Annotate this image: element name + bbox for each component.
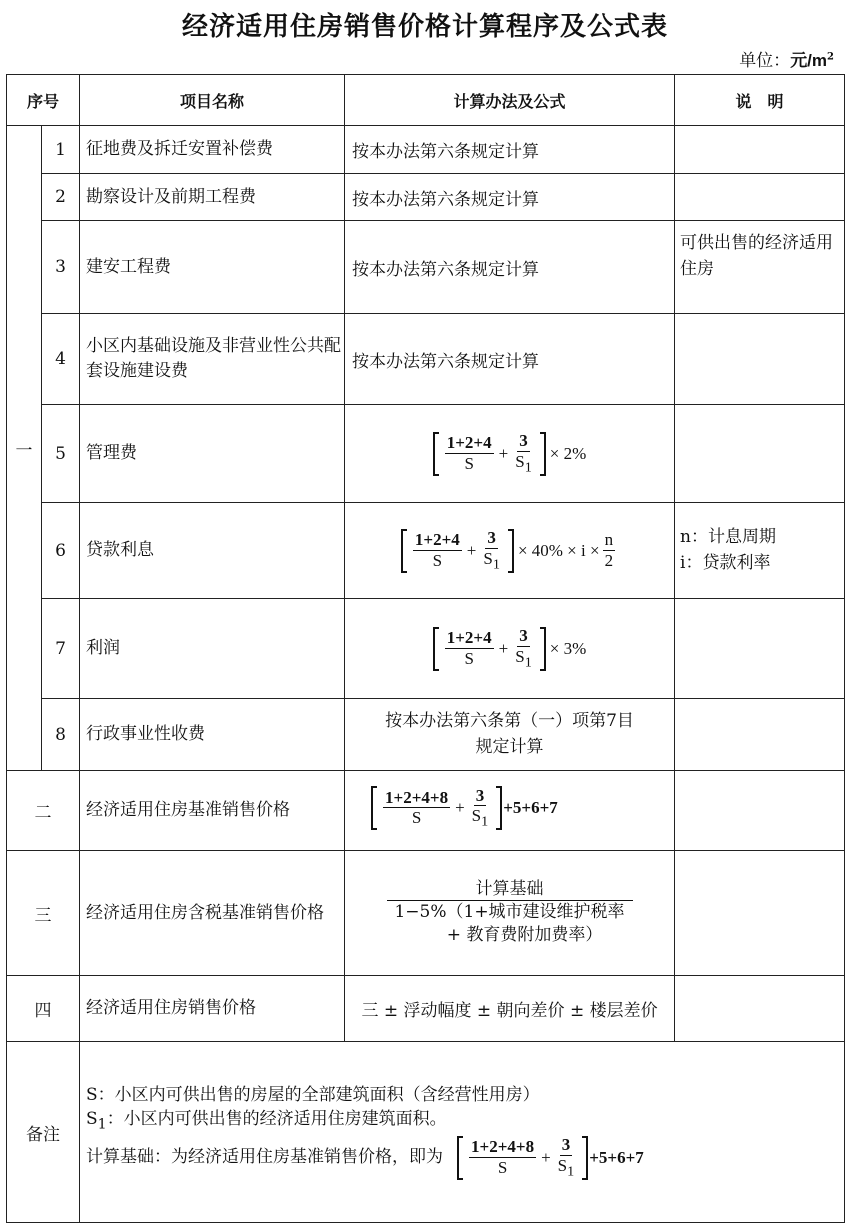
table-row (7, 771, 845, 851)
row-name: 管理费 (80, 405, 345, 503)
page-title: 经济适用住房销售价格计算程序及公式表 (181, 12, 668, 42)
unit-label: 单位：元$/m^2$ (739, 51, 834, 71)
row-no: 8 (42, 699, 80, 771)
row-no: 4 (42, 314, 80, 405)
table-row (7, 976, 845, 1042)
table-row (7, 699, 845, 771)
group-three-label: 三 (7, 851, 80, 976)
row-note (675, 314, 845, 405)
table-row (7, 851, 845, 976)
row-method: 按本办法第六条规定计算 (345, 314, 675, 405)
row-name: 小区内基础设施及非营业性公共配套设施建设费 (80, 314, 345, 405)
row-no: 1 (42, 126, 80, 174)
row-method: 三 ± 浮动幅度 ± 朝向差价 ± 楼层差价 (345, 976, 675, 1042)
table-row (7, 405, 845, 503)
table-row (7, 503, 845, 599)
row-name: 经济适用住房销售价格 (80, 976, 345, 1042)
table-row (7, 314, 845, 405)
group-two-label: 二 (7, 771, 80, 851)
row-method: 按本办法第六条规定计算 (345, 174, 675, 221)
table-row (7, 174, 845, 221)
row-name: 经济适用住房基准销售价格 (80, 771, 345, 851)
formula-base-price: $\frac{1+2+4+8}{S}$ + $\frac{3}{S_1}$ +5+6+7 (345, 771, 675, 851)
formula-profit: $\frac{1+2+4}{S}$ + $\frac{3}{S_1}$ × 3% (345, 599, 675, 699)
row-note: n：计息周期 i：贷款利率 (675, 503, 845, 599)
header-seq: 序号 (7, 75, 80, 126)
row-method: 按本办法第六条规定计算 (345, 126, 675, 174)
row-method: 按本办法第六条规定计算 (345, 221, 675, 314)
remarks-label: 备注 (7, 1042, 80, 1223)
table-row (7, 221, 845, 314)
row-note: 可供出售的经济适用住房 (675, 221, 845, 314)
price-table (6, 74, 845, 1223)
header-name: 项目名称 (80, 75, 345, 126)
remarks-content: S：小区内可供出售的房屋的全部建筑面积（含经营性用房） $S_1$：小区内可供出售的经济适用住房建筑面积。 计算基础：为经济适用住房基准销售价格，即为 $\frac{1+2+4+8}{S}$ + $\frac{3}{S_1}$ +5+6+7 (80, 1042, 845, 1223)
row-no: 2 (42, 174, 80, 221)
row-note (675, 699, 845, 771)
header-method: 计算办法及公式 (345, 75, 675, 126)
group-one-label: 一 (7, 126, 42, 771)
row-no: 3 (42, 221, 80, 314)
group-four-label: 四 (7, 976, 80, 1042)
formula-interest: $\frac{1+2+4}{S}$ + $\frac{3}{S_1}$ × 40% × i × $\frac{n}{2}$ (345, 503, 675, 599)
table-header-row (7, 75, 845, 126)
row-name: 建安工程费 (80, 221, 345, 314)
row-name: 贷款利息 (80, 503, 345, 599)
row-no: 5 (42, 405, 80, 503)
row-no: 6 (42, 503, 80, 599)
table-row (7, 126, 845, 174)
formula-management: $\frac{1+2+4}{S}$ + $\frac{3}{S_1}$ × 2% (345, 405, 675, 503)
row-note (675, 174, 845, 221)
header-note: 说 明 (675, 75, 845, 126)
row-name: 勘察设计及前期工程费 (80, 174, 345, 221)
row-name: 征地费及拆迁安置补偿费 (80, 126, 345, 174)
row-note (675, 126, 845, 174)
table-row (7, 599, 845, 699)
row-note (675, 405, 845, 503)
row-name: 行政事业性收费 (80, 699, 345, 771)
remarks-row (7, 1042, 845, 1223)
row-name: 利润 (80, 599, 345, 699)
row-name: 经济适用住房含税基准销售价格 (80, 851, 345, 976)
row-no: 7 (42, 599, 80, 699)
formula-tax-price: 计算基础 1−5%（1+城市建设维护税率 + 教育费附加费率） (345, 851, 675, 976)
row-note (675, 599, 845, 699)
row-method: 按本办法第六条第（一）项第7目 规定计算 (345, 699, 675, 771)
